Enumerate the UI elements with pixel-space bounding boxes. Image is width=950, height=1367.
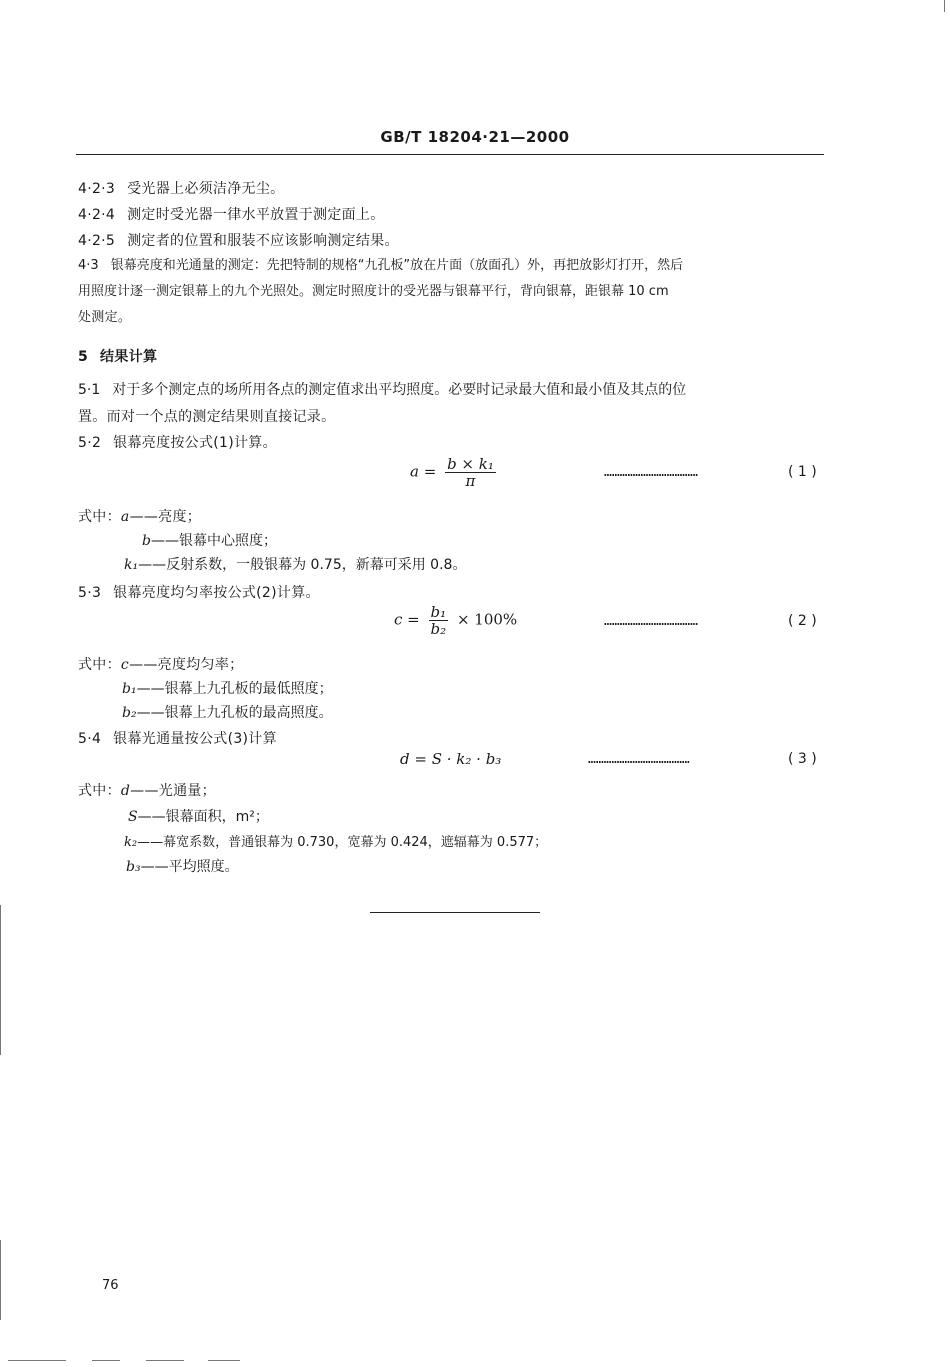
formula-1 [410,456,500,489]
clause-5-2 [78,432,277,452]
scan-edge-mark [944,0,945,12]
definition-S [128,806,269,826]
formula-denominator: π [465,472,476,490]
clause-text: 测定者的位置和服装不应该影响测定结果。 [127,233,399,249]
symbol-b3: b₃ [126,859,141,875]
formula-numerator: b₁ [430,603,447,621]
clause-text: 对于多个测定点的场所用各点的测定值求出平均照度。必要时记录最大值和最小值及其点的位 [112,382,687,398]
symbol-a: a [120,509,130,525]
scan-edge-mark [146,1360,184,1361]
clause-text: 受光器上必须洁净无尘。 [127,181,285,197]
clause-text: 测定时受光器一律水平放置于测定面上。 [127,207,385,223]
scan-edge-mark [0,1240,1,1320]
definition-b3 [126,856,239,876]
scan-edge-mark [0,905,1,1055]
formula-fraction [429,604,449,637]
formula-2-tag: ( 2 ) [788,613,817,629]
definition-b1 [122,678,333,698]
formula-3-definitions [78,780,216,800]
symbol-b2: b₂ [122,705,137,721]
definition-k2 [124,831,547,850]
clause-5-1-line1 [78,379,686,399]
clause-text: 银幕光通量按公式(3)计算 [113,731,277,747]
symbol-b2-description: ——银幕上九孔板的最高照度。 [136,705,333,721]
symbol-c-description: ——亮度均匀率； [129,657,244,673]
symbol-S: S [128,809,138,825]
clause-4-3-line3: 处测定。 [78,310,132,325]
symbol-k2-description: ——幕宽系数，普通银幕为 0.730，宽幕为 0.424，遮辐幕为 0.577； [137,835,548,850]
end-of-document-rule [370,912,540,913]
clause-4-2-4 [78,204,385,224]
formula-rhs: × 100% [456,610,518,629]
clause-5-3 [78,582,320,602]
formula-3-tag: ( 3 ) [788,751,817,767]
symbol-c: c [120,657,130,673]
clause-number: 4·3 [78,258,99,273]
clause-text: 银幕亮度均匀率按公式(2)计算。 [113,585,320,601]
scan-edge-mark [8,1360,66,1361]
clause-number: 5·4 [78,731,102,747]
formula-numerator: b × k₁ [447,455,494,473]
formula-3-leader: ………………………………… [588,752,690,767]
symbol-k1: k₁ [124,557,139,573]
clause-5-4 [78,728,277,748]
formula-3: d = S · k₂ · b₃ [400,750,502,768]
symbol-b1: b₁ [122,681,137,697]
symbol-b: b [142,533,151,549]
symbol-b-description: ——银幕中心照度； [150,533,277,549]
section-5-heading [78,346,157,366]
scan-edge-mark [92,1360,120,1361]
clause-number: 5·1 [78,382,101,398]
page-number: 76 [102,1278,119,1293]
clause-4-3-line1 [78,254,683,273]
clause-number: 4·2·3 [78,181,116,197]
header-rule [76,154,824,155]
where-label: 式中： [78,783,121,799]
symbol-d: d [120,783,131,799]
clause-text: 银幕亮度按公式(1)计算。 [113,435,277,451]
symbol-k2: k₂ [124,835,138,850]
section-number: 5 [78,349,89,365]
section-title: 结果计算 [100,349,158,365]
formula-1-leader: ……………………………… [604,465,698,480]
definition-k1 [124,554,466,574]
clause-4-3-line2: 用照度计逐一测定银幕上的九个光照处。测定时照度计的受光器与银幕平行，背向银幕，距银幕 10 cm [78,284,669,299]
clause-text: 银幕亮度和光通量的测定：先把特制的规格“九孔板”放在片面（放面孔）外，再把放影灯打开，然后 [110,258,684,273]
document-code-header: GB/T 18204·21—2000 [380,128,570,146]
formula-2-leader: ……………………………… [604,614,698,629]
symbol-a-description: ——亮度； [129,509,202,525]
clause-number: 5·2 [78,435,102,451]
where-label: 式中： [78,657,121,673]
clause-number: 4·2·5 [78,233,116,249]
formula-1-definitions [78,506,201,526]
clause-number: 4·2·4 [78,207,116,223]
symbol-k1-description: ——反射系数，一般银幕为 0.75，新幕可采用 0.8。 [138,557,467,573]
symbol-b3-description: ——平均照度。 [140,859,239,875]
symbol-S-description: ——银幕面积，m²； [137,809,269,825]
where-label: 式中： [78,509,121,525]
formula-2-definitions [78,654,243,674]
formula-denominator: b₂ [430,620,447,638]
symbol-b1-description: ——银幕上九孔板的最低照度； [136,681,333,697]
symbol-d-description: ——光通量； [130,783,216,799]
definition-b2 [122,702,333,722]
clause-number: 5·3 [78,585,102,601]
formula-fraction [445,456,496,489]
formula-lhs: c = [394,610,420,629]
formula-1-tag: ( 1 ) [788,464,817,480]
definition-b [142,530,277,550]
clause-4-2-3 [78,178,284,198]
formula-2 [394,604,517,637]
formula-lhs: a = [410,462,437,481]
clause-5-1-line2: 置。而对一个点的测定结果则直接记录。 [78,409,336,425]
scan-edge-mark [208,1360,240,1361]
clause-4-2-5 [78,230,399,250]
